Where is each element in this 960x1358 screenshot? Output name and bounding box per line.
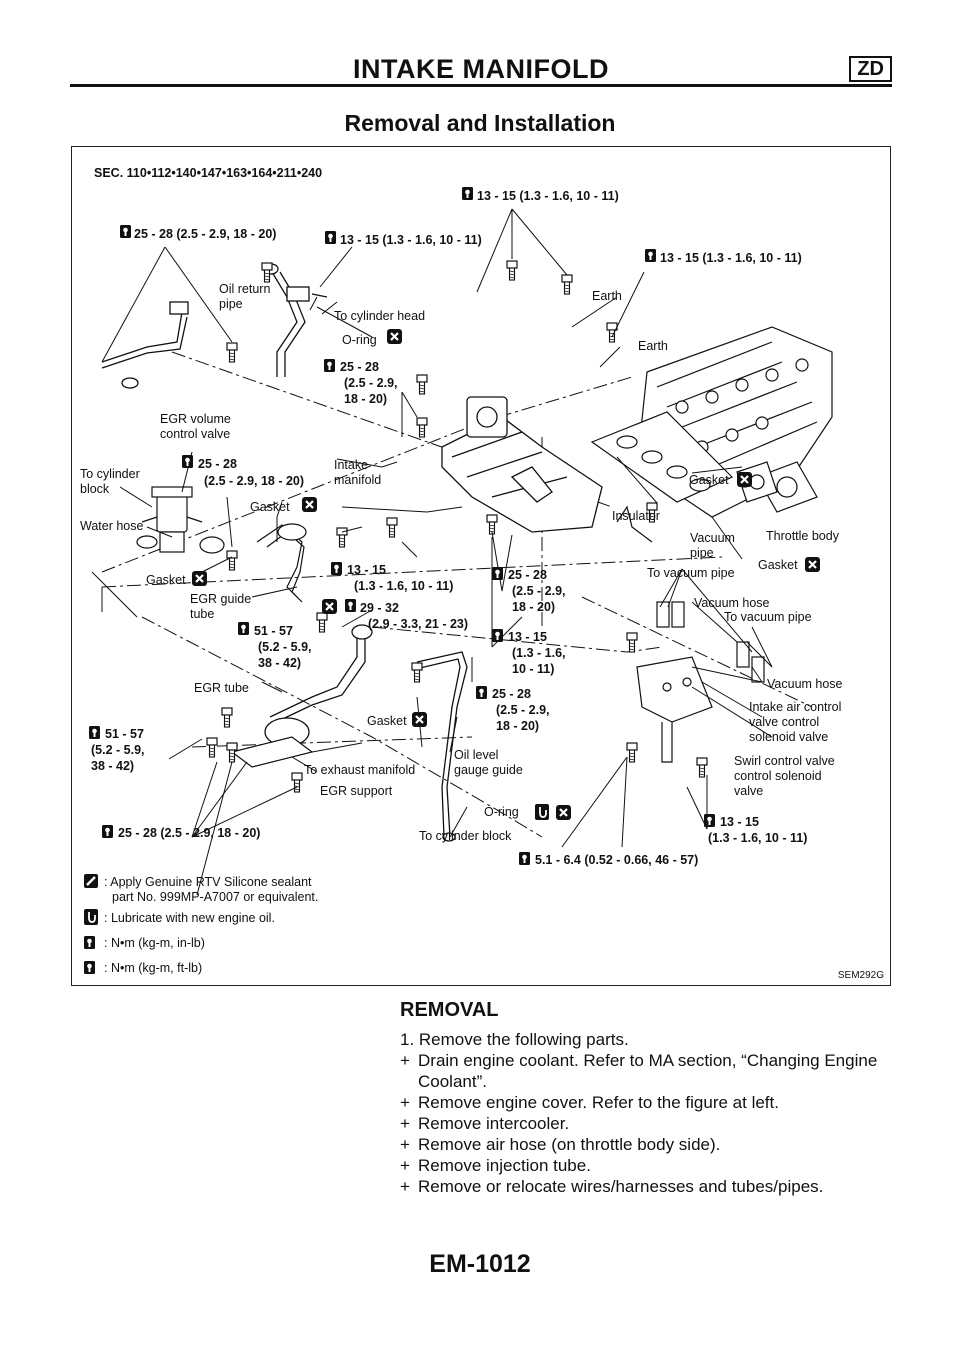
torque-spec: 25 - 28 — [340, 360, 379, 374]
torque-spec: (2.5 - 2.9, — [344, 376, 398, 390]
torque-spec: 13 - 15 (1.3 - 1.6, 10 - 11) — [660, 251, 802, 265]
part-label: Throttle body — [766, 529, 839, 543]
torque-spec: 18 - 20) — [344, 392, 388, 406]
torque-spec: 51 - 57 — [254, 624, 293, 638]
part-label: Oil level — [454, 748, 499, 762]
exploded-view-figure — [71, 146, 891, 986]
engine-badge: ZD — [849, 56, 892, 82]
removal-heading: REMOVAL — [400, 999, 499, 1021]
part-label: Intake — [334, 458, 369, 472]
part-label: Vacuum hose — [767, 677, 843, 691]
part-label: To cylinder head — [334, 309, 426, 323]
bullet: + — [400, 1156, 410, 1175]
legend-text: : N•m (kg-m, ft-lb) — [104, 961, 203, 975]
leader-lines — [102, 209, 772, 895]
list-item-text: Remove or relocate wires/harnesses and tubes/pipes. — [418, 1177, 824, 1196]
part-label: To cylinder — [80, 467, 140, 481]
part-label: pipe — [690, 546, 714, 560]
torque-spec: 25 - 28 — [492, 687, 531, 701]
torque-spec: (2.5 - 2.9, — [496, 703, 550, 717]
list-item-text: Remove engine cover. Refer to the figure at left. — [418, 1093, 779, 1112]
bullet: + — [400, 1093, 410, 1112]
part-label: valve — [734, 784, 764, 798]
torque-spec: 13 - 15 (1.3 - 1.6, 10 - 11) — [340, 233, 482, 247]
torque-spec: (1.3 - 1.6, 10 - 11) — [354, 579, 454, 593]
torque-spec: 18 - 20) — [496, 719, 540, 733]
torque-inlb-icon — [519, 852, 530, 865]
torque-spec: 51 - 57 — [105, 727, 144, 741]
torque-ftlb-icon — [84, 961, 95, 974]
legend-text: : N•m (kg-m, in-lb) — [104, 936, 205, 950]
part-label: Water hose — [80, 519, 144, 533]
removal-section — [400, 1000, 920, 1197]
part-label: Vacuum hose — [694, 596, 770, 610]
part-label: control valve — [160, 427, 231, 441]
diagram-svg — [72, 147, 892, 987]
torque-spec: (1.3 - 1.6, — [512, 646, 566, 660]
part-label: Gasket — [367, 714, 407, 728]
torque-spec: (5.2 - 5.9, — [91, 743, 145, 757]
part-label: Vacuum — [690, 531, 735, 545]
oil-icon-oring — [535, 804, 549, 820]
torque-spec: (2.5 - 2.9, — [512, 584, 566, 598]
bullet: + — [400, 1177, 410, 1196]
part-label: Earth — [638, 339, 668, 353]
torque-spec: 13 - 15 — [347, 563, 386, 577]
sec-line: SEC. 110•112•140•147•163•164•211•240 — [94, 166, 323, 180]
torque-spec: (5.2 - 5.9, — [258, 640, 312, 654]
torque-spec: 18 - 20) — [512, 600, 556, 614]
part-label: EGR support — [320, 784, 393, 798]
part-label: EGR volume — [160, 412, 231, 426]
part-label: Earth — [592, 289, 622, 303]
part-label: Insulator — [612, 509, 660, 523]
egr-valve-drawing — [137, 487, 224, 553]
list-item — [400, 1176, 920, 1197]
part-label: control solenoid — [734, 769, 822, 783]
removal-list — [400, 1050, 920, 1197]
torque-spec: 25 - 28 (2.5 - 2.9, 18 - 20) — [134, 227, 277, 241]
list-item-text: Remove injection tube. — [418, 1156, 591, 1175]
part-label: To cylinder block — [419, 829, 512, 843]
oil-return-pipe-drawing — [264, 264, 327, 377]
part-label: Intake air control — [749, 700, 842, 714]
part-label: valve control — [749, 715, 820, 729]
part-label: manifold — [334, 473, 382, 487]
header-title: INTAKE MANIFOLD — [353, 54, 609, 84]
section-title: Removal and Installation — [344, 110, 616, 136]
torque-spec: (1.3 - 1.6, 10 - 11) — [708, 831, 808, 845]
torque-spec: 38 - 42) — [91, 759, 135, 773]
torque-spec: 5.1 - 6.4 (0.52 - 0.66, 46 - 57) — [535, 853, 699, 867]
legend — [84, 874, 318, 975]
list-item — [400, 1050, 920, 1092]
legend-text: part No. 999MP-A7007 or equivalent. — [112, 890, 319, 904]
part-label: solenoid valve — [749, 730, 829, 744]
bullet: + — [400, 1135, 410, 1154]
list-item — [400, 1155, 920, 1176]
part-label: Gasket — [689, 473, 729, 487]
torque-spec: 25 - 28 — [198, 457, 237, 471]
header-rule — [70, 84, 892, 87]
page-code: EM-1012 — [429, 1250, 531, 1278]
list-item-text: Remove air hose (on throttle body side). — [418, 1135, 721, 1154]
torque-spec: 10 - 11) — [512, 662, 555, 676]
sealant-icon — [84, 874, 98, 888]
part-label: EGR guide — [190, 592, 252, 606]
part-label: To vacuum pipe — [647, 566, 735, 580]
torque-spec: (2.9 - 3.3, 21 - 23) — [368, 617, 469, 631]
figure-code: SEM292G — [837, 970, 884, 981]
part-label: Gasket — [250, 500, 290, 514]
part-label: To exhaust manifold — [304, 763, 416, 777]
part-label: O-ring — [484, 805, 519, 819]
oil-icon — [84, 909, 98, 925]
oil-level-guide-drawing — [417, 652, 467, 841]
torque-spec: 25 - 28 — [508, 568, 547, 582]
page-header — [70, 52, 892, 86]
legend-text: : Apply Genuine RTV Silicone sealant — [104, 875, 312, 889]
part-label: Oil return — [219, 282, 271, 296]
part-label: To vacuum pipe — [724, 610, 812, 624]
bullet: + — [400, 1051, 410, 1070]
part-label: tube — [190, 607, 215, 621]
list-item-text: Drain engine coolant. Refer to MA section, “Changing Engine Coolant”. — [418, 1051, 878, 1091]
part-label: EGR tube — [194, 681, 249, 695]
list-item-text: Remove intercooler. — [418, 1114, 570, 1133]
torque-spec: 38 - 42) — [258, 656, 302, 670]
torque-spec: (2.5 - 2.9, 18 - 20) — [204, 474, 305, 488]
torque-inlb-icon — [84, 936, 95, 949]
removal-step: 1. Remove the following parts. — [400, 1030, 629, 1049]
egr-volume-pipe-drawing — [102, 302, 188, 388]
legend-text: : Lubricate with new engine oil. — [104, 911, 275, 925]
intake-manifold-drawing — [442, 397, 602, 532]
list-item — [400, 1113, 920, 1134]
part-label: block — [80, 482, 110, 496]
part-label: O-ring — [342, 333, 377, 347]
torque-spec: 29 - 32 — [360, 601, 399, 615]
list-item — [400, 1092, 920, 1113]
torque-spec: 13 - 15 (1.3 - 1.6, 10 - 11) — [477, 189, 619, 203]
part-label: pipe — [219, 297, 243, 311]
torque-spec: 25 - 28 (2.5 - 2.9, 18 - 20) — [118, 826, 261, 840]
part-label: gauge guide — [454, 763, 523, 777]
part-label: Gasket — [758, 558, 798, 572]
part-label: Gasket — [146, 573, 186, 587]
part-label: Swirl control valve — [734, 754, 835, 768]
bullet: + — [400, 1114, 410, 1133]
torque-spec: 13 - 15 — [508, 630, 547, 644]
list-item — [400, 1134, 920, 1155]
torque-spec: 13 - 15 — [720, 815, 759, 829]
solenoid-bracket-drawing — [637, 657, 712, 762]
